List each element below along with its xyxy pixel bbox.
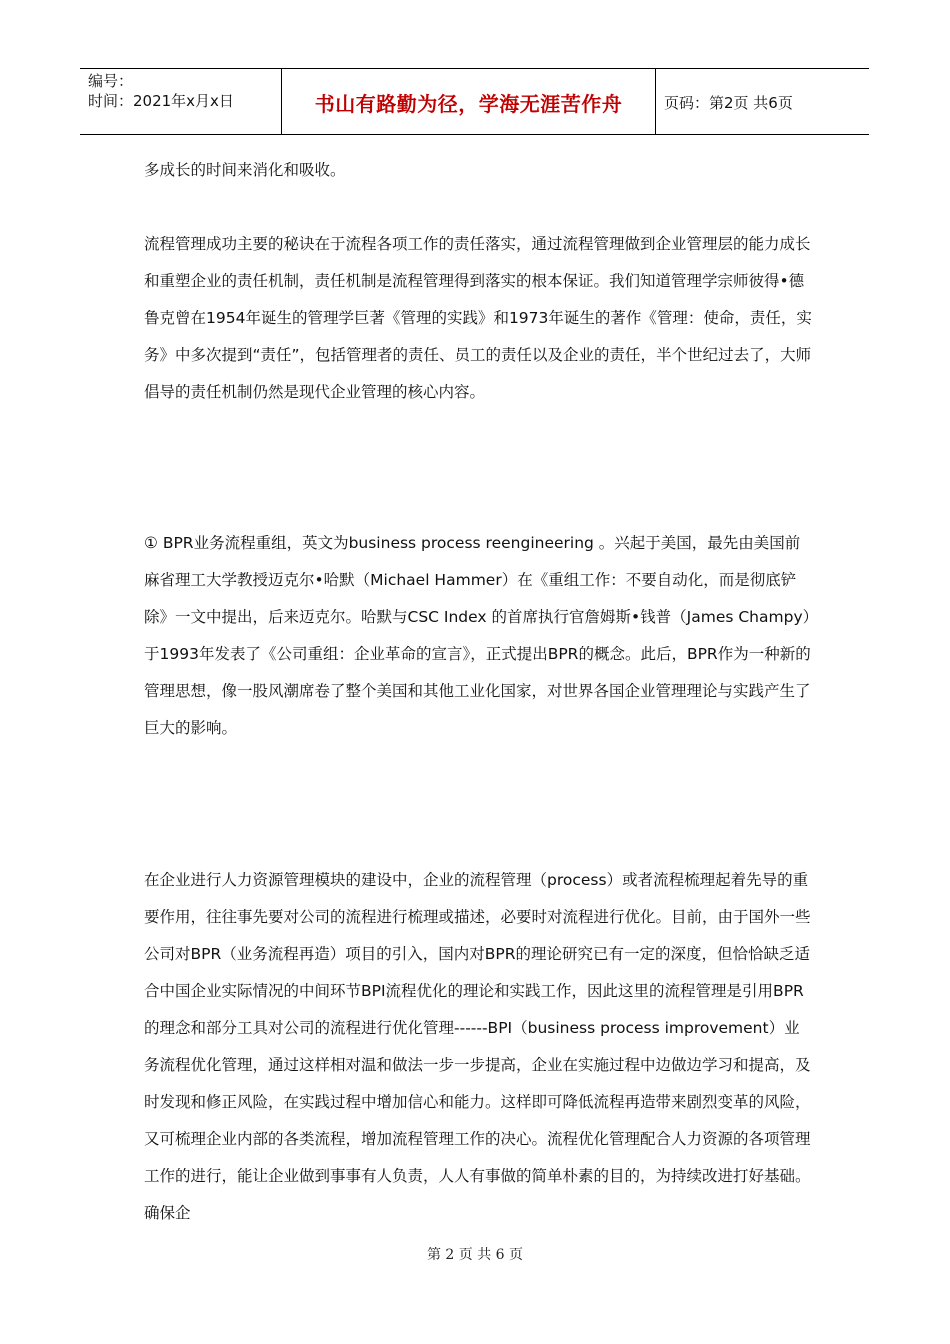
paragraph-bpr-note: ① BPR业务流程重组，英文为business process reengineering 。兴起于美国，最先由美国前麻省理工大学教授迈克尔•哈默（Michael Hammer）在《重组工作：不要自动化，而是彻底铲除》一文中提出，后来迈克尔。哈默与CSC Index 的首席执行官詹姆斯•钱普（James Champy）于1993年发表了《公司重组：企业革命的宣言》，正式提出BPR的概念。此后，BPR作为一种新的管理思想，像一股风潮席卷了整个美国和其他工业化国家，对世界各国企业管理理论与实践产生了巨大的影响。: [144, 534, 811, 737]
document-date: 时间：2021年x月x日: [88, 92, 234, 110]
header-page-info: 页码：第2页 共6页: [664, 93, 793, 112]
paragraph-responsibility: 流程管理成功主要的秘诀在于流程各项工作的责任落实，通过流程管理做到企业管理层的能力成长和重塑企业的责任机制，责任机制是流程管理得到落实的根本保证。我们知道管理学宗师彼得•德鲁克曾在1954年诞生的管理学巨著《管理的实践》和1973年诞生的著作《管理：使命，责任，实务》中多次提到“责任”，包括管理者的责任、员工的责任以及企业的责任，半个世纪过去了，大师倡导的责任机制仍然是现代企业管理的核心内容。: [144, 235, 812, 401]
paragraph-process-management: 在企业进行人力资源管理模块的建设中，企业的流程管理（process）或者流程梳理起着先导的重要作用，往往事先要对公司的流程进行梳理或描述，必要时对流程进行优化。目前，由于国外一些公司对BPR（业务流程再造）项目的引入，国内对BPR的理论研究已有一定的深度，但恰恰缺乏适合中国企业实际情况的中间环节BPI流程优化的理论和实践工作，因此这里的流程管理是引用BPR的理念和部分工具对公司的流程进行优化管理------BPI（business process improvement）业务流程优化管理，通过这样相对温和做法一步一步提高，企业在实施过程中边做边学习和提高，及时发现和修正风险，在实践过程中增加信心和能力。这样即可降低流程再造带来剧烈变革的风险，又可梳理企业内部的各类流程，增加流程管理工作的决心。流程优化管理配合人力资源的各项管理工作的进行，能让企业做到事事有人负责，人人有事做的简单朴素的目的，为持续改进打好基础。确保企: [144, 871, 811, 1222]
page-footer: 第 2 页 共 6 页: [426, 1247, 524, 1263]
header-motto: 书山有路勤为径，学海无涯苦作舟: [314, 91, 623, 116]
paragraph-continuation: 多成长的时间来消化和吸收。: [144, 161, 346, 179]
page-header: [80, 68, 869, 135]
header-meta: [88, 71, 278, 111]
document-number-label: 编号：: [88, 72, 134, 90]
header-divider: [655, 69, 656, 135]
